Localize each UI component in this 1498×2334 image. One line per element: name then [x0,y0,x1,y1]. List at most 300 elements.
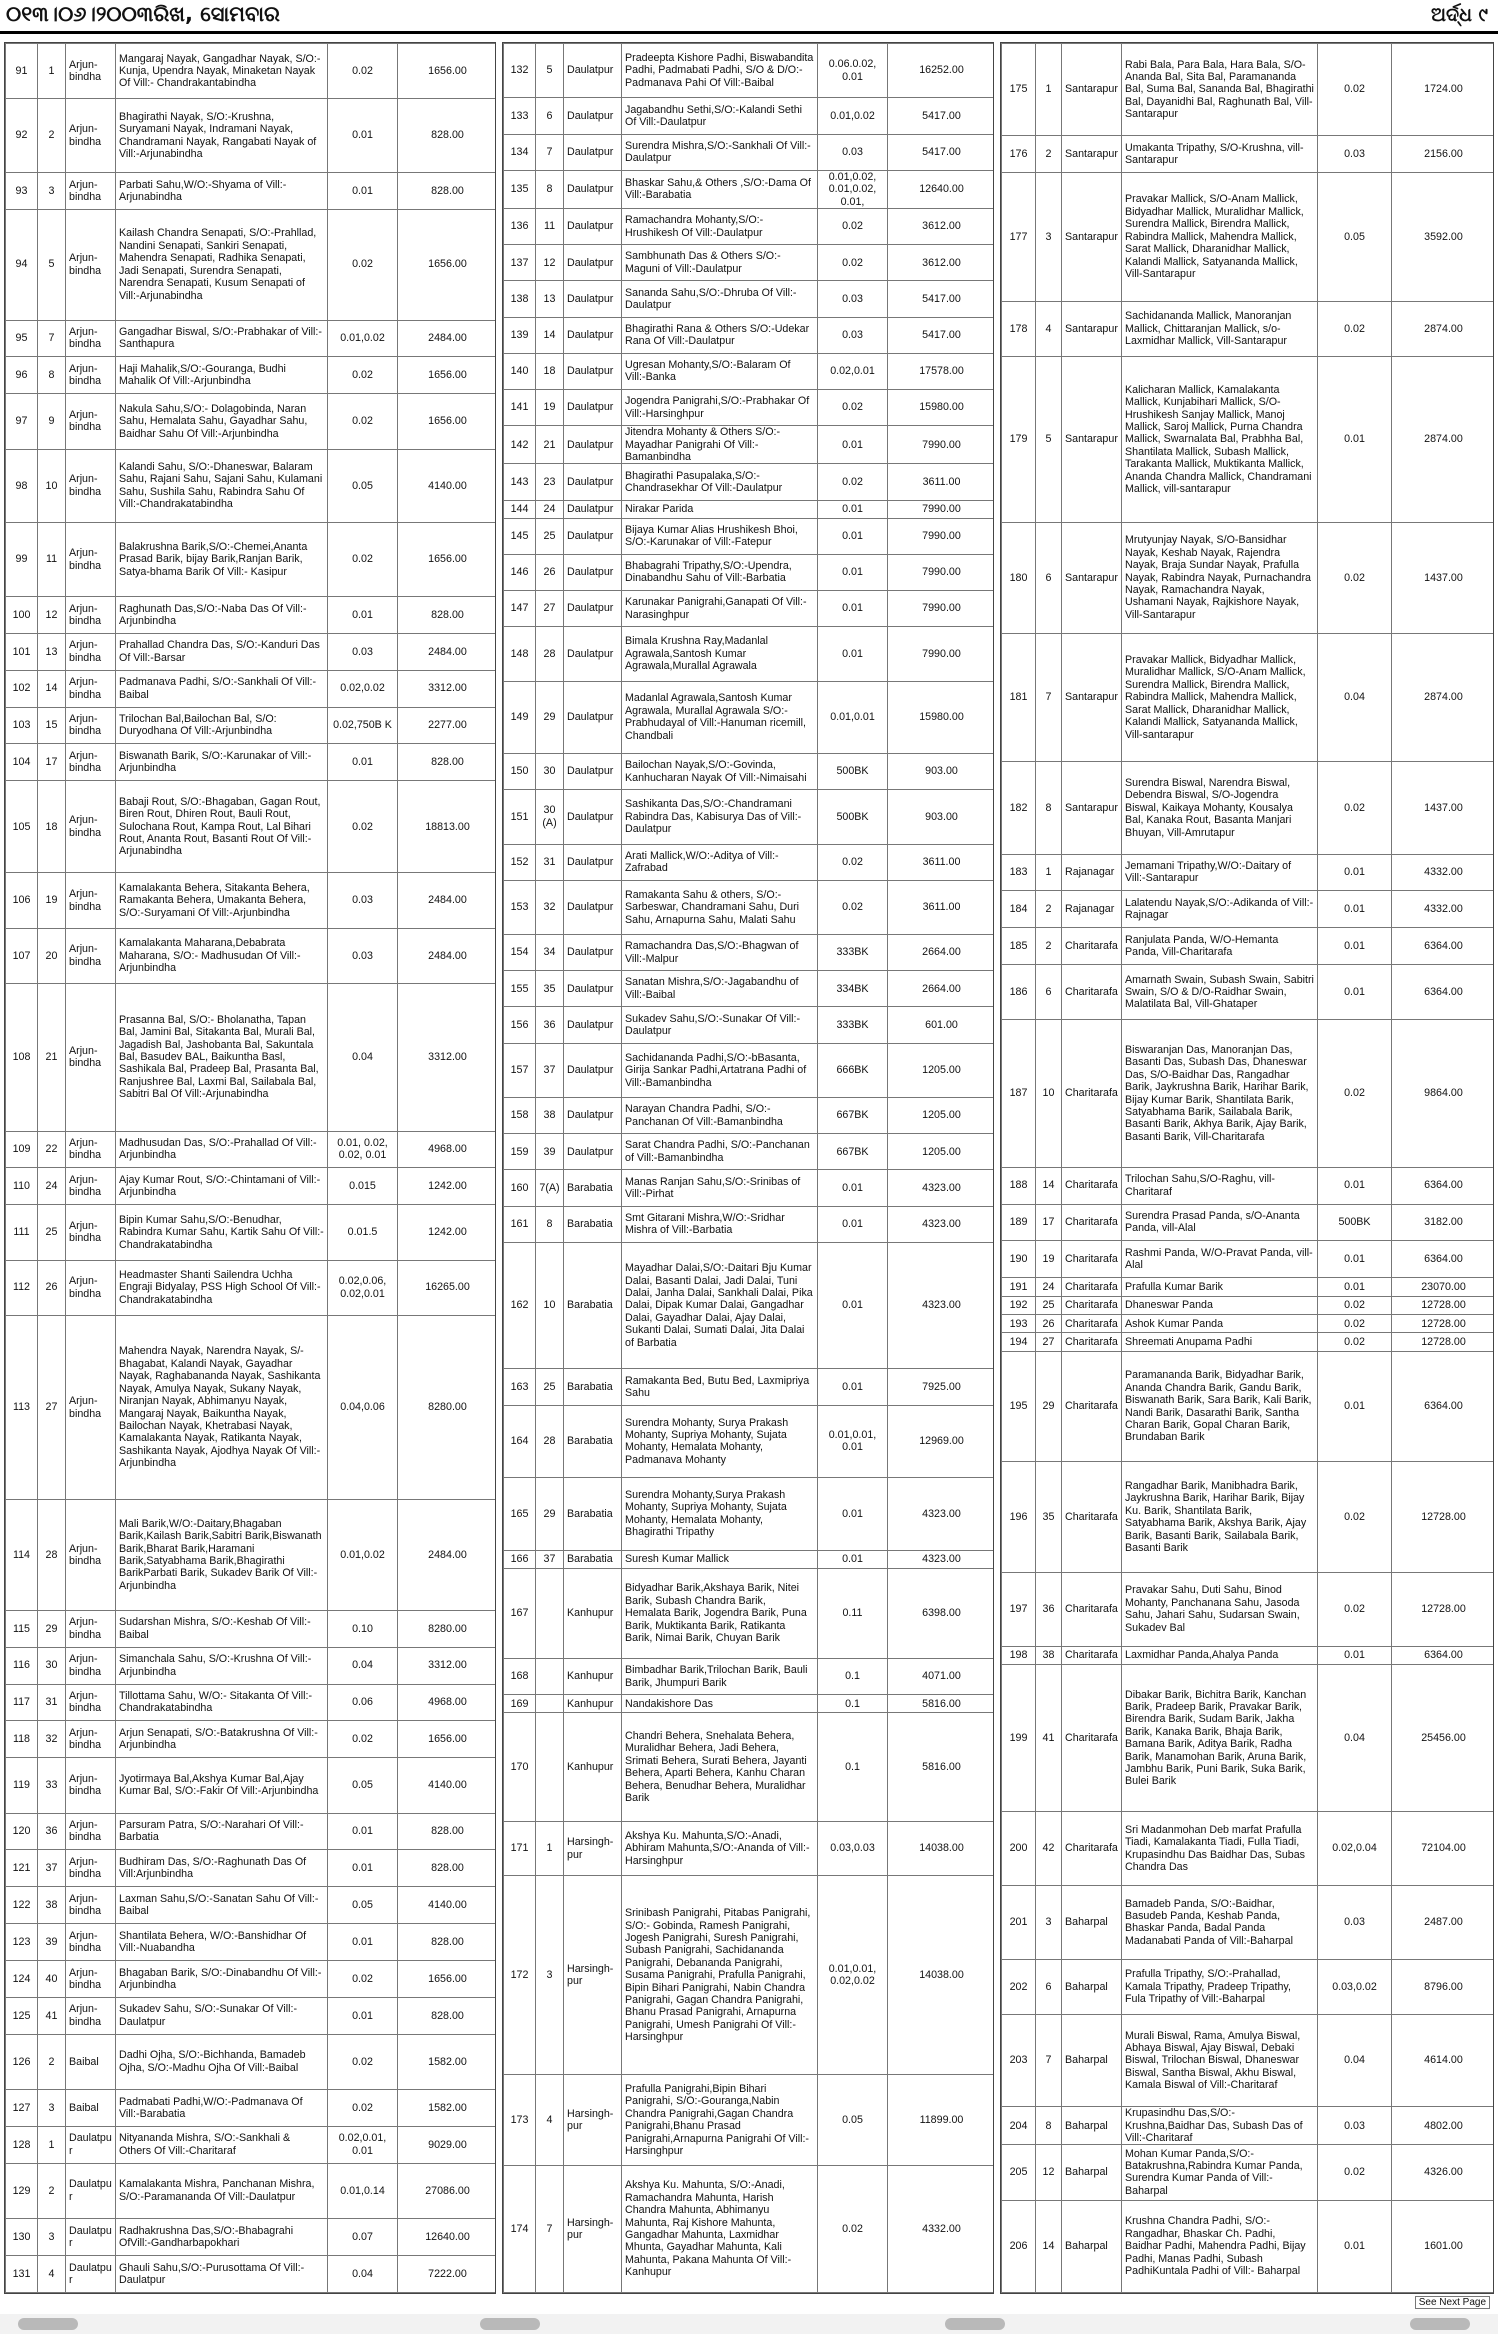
serial-no-cell: 130 [6,2219,38,2256]
village-cell: Arjun-bindha [66,781,116,873]
owner-name-cell: Rashmi Panda, W/O-Pravat Panda, vill-Alal [1122,1241,1318,1278]
area-cell: 0.02 [818,245,888,281]
table-row [6,2255,497,2292]
owner-name-cell: Jagabandhu Sethi,S/O:-Kalandi Sethi Of Vill:-Daulatpur [622,98,818,134]
table-row [1002,1278,1495,1296]
table-row [1002,1664,1495,1811]
serial-no-cell: 148 [504,627,536,681]
area-cell: 0.01 [328,1997,398,2034]
village-cell: Kanhupur [564,1568,622,1659]
amount-cell: 3312.00 [398,984,497,1131]
owner-name-cell: Mrutyunjay Nayak, S/O-Bansidhar Nayak, Keshab Nayak, Rajendra Nayak, Braja Sundar Nayak, Prafulla Nayak, Rabindra Nayak, Purnachandra Nayak, Ramachandra Nayak, Ushamani Nayak, Rajkishore Nayak, Vill-Santarapur [1122,522,1318,633]
serial-no-cell: 110 [6,1168,38,1205]
plot-no-cell: 1 [38,44,66,99]
area-cell: 0.02 [328,44,398,99]
see-next-page-note: See Next Page [1415,2296,1490,2309]
owner-name-cell: Sukadev Sahu,S/O:-Sunakar Of Vill:-Daulatpur [622,1007,818,1043]
table-row [6,173,497,210]
amount-cell: 1656.00 [398,394,497,449]
owner-name-cell: Pravakar Sahu, Duti Sahu, Binod Mohanty, Panchanana Sahu, Jasoda Sahu, Jahari Sahu, Sudarsan Swain, Sukadev Bal [1122,1572,1318,1646]
amount-cell: 903.00 [888,790,995,844]
amount-cell: 12969.00 [888,1405,995,1477]
village-cell: Baharpal [1062,2145,1122,2200]
table-row [6,707,497,744]
serial-no-cell: 157 [504,1043,536,1097]
amount-cell: 828.00 [398,1997,497,2034]
plot-no-cell: 32 [536,880,564,934]
village-cell: Daulatpur [564,500,622,518]
table-row [1002,1204,1495,1241]
serial-no-cell: 142 [504,426,536,464]
area-cell: 0.04 [1318,2014,1392,2106]
village-cell: Daulatpur [564,44,622,98]
area-cell: 0.01,0.02 [328,320,398,357]
table-row [504,1695,995,1713]
owner-name-cell: Biswanath Barik, S/O:-Karunakar of Vill:-Arjunbindha [116,744,328,781]
plot-no-cell: 14 [536,317,564,353]
table-row [504,790,995,844]
serial-no-cell: 108 [6,984,38,1131]
plot-no-cell: 17 [38,744,66,781]
serial-no-cell: 92 [6,99,38,173]
plot-no-cell: 2 [38,99,66,173]
amount-cell: 1242.00 [398,1205,497,1260]
serial-no-cell: 101 [6,633,38,670]
area-cell: 0.02 [1318,1462,1392,1573]
amount-cell: 3612.00 [888,245,995,281]
owner-name-cell: Ugresan Mohanty,S/O:-Balaram Of Vill:-Banka [622,353,818,389]
owner-name-cell: Murali Biswal, Rama, Amulya Biswal, Abhaya Biswal, Ajay Biswal, Debaki Biswal, Trilochan Biswal, Dhaneswar Biswal, Santha Biswal, Akhu Biswal, Kamala Biswal of Vill:-Charitaraf [1122,2014,1318,2106]
village-cell: Baibal [66,2034,116,2089]
serial-no-cell: 140 [504,353,536,389]
village-cell: Rajanagar [1062,891,1122,928]
owner-name-cell: Laxman Sahu,S/O:-Sanatan Sahu Of Vill:-Baibal [116,1887,328,1924]
table-row [6,1997,497,2034]
amount-cell: 1437.00 [1392,762,1495,854]
table-row [6,394,497,449]
plot-no-cell: 12 [536,245,564,281]
amount-cell: 828.00 [398,173,497,210]
table-row [6,209,497,320]
village-cell: Baharpal [1062,2014,1122,2106]
amount-cell: 15980.00 [888,681,995,753]
plot-no-cell: 11 [38,523,66,597]
area-cell: 0.07 [328,2219,398,2256]
plot-no-cell: 24 [1036,1278,1062,1296]
amount-cell: 3182.00 [1392,1204,1495,1241]
owner-name-cell: Kamalakanta Maharana,Debabrata Maharana, S/O:- Madhusudan Of Vill:-Arjunbindha [116,928,328,983]
amount-cell: 1656.00 [398,1960,497,1997]
area-cell: 0.02,0.04 [1318,1812,1392,1886]
plot-no-cell: 3 [1036,172,1062,301]
table-row [1002,357,1495,523]
area-cell: 0.01 [1318,1646,1392,1664]
serial-no-cell: 176 [1002,136,1036,173]
area-cell: 0.01 [818,1242,888,1369]
amount-cell: 828.00 [398,1813,497,1850]
amount-cell: 2874.00 [1392,301,1495,356]
plot-no-cell: 29 [38,1610,66,1647]
village-cell: Arjun-bindha [66,873,116,928]
plot-no-cell: 8 [536,1206,564,1242]
amount-cell: 4323.00 [888,1478,995,1550]
amount-cell: 25456.00 [1392,1664,1495,1811]
serial-no-cell: 177 [1002,172,1036,301]
owner-name-cell: Madhusudan Das, S/O:-Prahallad Of Vill:- Arjunbindha [116,1131,328,1168]
owner-name-cell: Bidyadhar Barik,Akshaya Barik, Nitei Barik, Subash Chandra Barik, Hemalata Barik, Jogendra Barik, Puna Barik, Muktikanta Barik, Ratikanta Barik, Nimai Barik, Chuyan Barik [622,1568,818,1659]
serial-no-cell: 97 [6,394,38,449]
area-cell: 0.01,0.02 [818,98,888,134]
area-cell: 0.04 [1318,633,1392,762]
plot-no-cell: 27 [536,591,564,627]
table-row [1002,522,1495,633]
village-cell: Charitarafa [1062,1315,1122,1333]
village-cell: Arjun-bindha [66,99,116,173]
village-cell: Arjun-bindha [66,670,116,707]
table-row [504,935,995,971]
area-cell: 0.02 [328,394,398,449]
amount-cell: 12728.00 [1392,1296,1495,1314]
village-cell: Arjun-bindha [66,984,116,1131]
village-cell: Daulatpur [564,518,622,554]
serial-no-cell: 100 [6,596,38,633]
owner-name-cell: Ramachandra Das,S/O:-Bhagwan of Vill:-Malpur [622,935,818,971]
owner-name-cell: Bhagirathi Pasupalaka,S/O:-Chandrasekhar Of Vill:-Daulatpur [622,464,818,500]
area-cell: 0.02 [328,2090,398,2127]
plot-no-cell: 19 [536,389,564,425]
land-records-table-3 [1001,43,1494,2293]
village-cell: Santarapur [1062,633,1122,762]
area-cell: 0.02,0.02 [328,670,398,707]
table-row [6,449,497,523]
area-cell: 0.02 [818,389,888,425]
table-row [6,1850,497,1887]
amount-cell: 4326.00 [1392,2145,1495,2200]
amount-cell: 11899.00 [888,2075,995,2166]
serial-no-cell: 139 [504,317,536,353]
village-cell: Daulatpur [564,134,622,170]
table-row [6,2163,497,2218]
amount-cell: 2874.00 [1392,633,1495,762]
table-row [1002,1241,1495,1278]
table-row [1002,44,1495,136]
area-cell: 0.03,0.03 [818,1822,888,1876]
plot-no-cell: 36 [1036,1572,1062,1646]
plot-no-cell: 17 [1036,1204,1062,1241]
serial-no-cell: 175 [1002,44,1036,136]
owner-name-cell: Surendra Biswal, Narendra Biswal, Debendra Biswal, S/O-Jogendra Biswal, Kaikaya Mohanty, Kousalya Bal, Kanaka Rout, Basanta Manjari Bhuyan, Vill-Amrutapur [1122,762,1318,854]
serial-no-cell: 206 [1002,2200,1036,2292]
table-row [1002,301,1495,356]
serial-no-cell: 117 [6,1684,38,1721]
amount-cell: 2484.00 [398,320,497,357]
village-cell: Daulatpur [564,1043,622,1097]
amount-cell: 4968.00 [398,1684,497,1721]
owner-name-cell: Pravakar Mallick, Bidyadhar Mallick, Muralidhar Mallick, S/O-Anam Mallick, Surendra Mallick, Birendra Mallick, Rabindra Mallick, Mahendra Mallick, Sarat Mallick, Dharanidhar Mallick, Kalandi Mallick, Satyananda Mallick, Vill-santarapur [1122,633,1318,762]
village-cell: Arjun-bindha [66,1887,116,1924]
area-cell: 0.03 [818,134,888,170]
village-cell: Arjun-bindha [66,1500,116,1611]
amount-cell: 2487.00 [1392,1886,1495,1960]
amount-cell: 7990.00 [888,518,995,554]
amount-cell: 16265.00 [398,1260,497,1315]
area-cell: 0.01 [328,173,398,210]
owner-name-cell: Arati Mallick,W/O:-Aditya of Vill:-Zafrabad [622,844,818,880]
village-cell: Rajanagar [1062,854,1122,891]
serial-no-cell: 152 [504,844,536,880]
owner-name-cell: Babaji Rout, S/O:-Bhagaban, Gagan Rout, Biren Rout, Dhiren Rout, Bauli Rout, Sulochana Rout, Kampa Rout, Lal Bihari Rout, Ananta Rout, Basanti Rout Of Vill:-Arjunabindha [116,781,328,873]
amount-cell: 12728.00 [1392,1462,1495,1573]
area-cell: 0.02 [328,2034,398,2089]
village-cell: Arjun-bindha [66,523,116,597]
table-row [6,1721,497,1758]
owner-name-cell: Krushna Chandra Padhi, S/O:-Rangadhar, Bhaskar Ch. Padhi, Baidhar Padhi, Mahendra Padhi, Bijay Padhi, Manas Padhi, Subash PadhiKuntala Padhi of Vill:- Baharpal [1122,2200,1318,2292]
village-cell: Arjun-bindha [66,1205,116,1260]
village-cell: Daulatpur [564,971,622,1007]
table-row [504,134,995,170]
amount-cell: 5417.00 [888,281,995,317]
area-cell: 0.01,0.01 [818,681,888,753]
table-row [504,627,995,681]
plot-no-cell: 4 [1036,301,1062,356]
serial-no-cell: 202 [1002,1959,1036,2014]
village-cell: Harsingh-pur [564,1876,622,2075]
plot-no-cell: 39 [536,1134,564,1170]
serial-no-cell: 114 [6,1500,38,1611]
village-cell: Charitarafa [1062,965,1122,1020]
serial-no-cell: 146 [504,554,536,590]
amount-cell: 72104.00 [1392,1812,1495,1886]
owner-name-cell: Sanatan Mishra,S/O:-Jagabandhu of Vill:-Baibal [622,971,818,1007]
area-cell: 0.01 [1318,1167,1392,1204]
registration-mark [480,2318,540,2330]
table-row [504,1170,995,1206]
owner-name-cell: Sambhunath Das & Others S/O:-Maguni of Vill:-Daulatpur [622,245,818,281]
owner-name-cell: Srinibash Panigrahi, Pitabas Panigrahi, S/O:- Gobinda, Ramesh Panigrahi, Jogesh Panigrahi, Suresh Panigrahi, Subash Panigrahi, Sachidananda Panigrahi, Debananda Panigrahi, Susama Panigrahi, Prafulla Panigrahi, Bipin Bihari Panigrahi, Nabin Chandra Panigrahi, Gagan Chandra Panigrahi, Bhanu Prasad Panigrahi, Arnapurna Panigrahi, Umesh Panigrahi Of Vill:- Harsinghpur [622,1876,818,2075]
area-cell: 0.01,0.02, 0.01,0.02, 0.01, [818,170,888,208]
plot-no-cell: 6 [536,98,564,134]
village-cell: Daulatpur [564,1097,622,1133]
serial-no-cell: 200 [1002,1812,1036,1886]
area-cell: 0.1 [818,1695,888,1713]
area-cell: 0.04,0.06 [328,1315,398,1499]
area-cell: 0.02 [1318,44,1392,136]
table-row [504,1369,995,1405]
area-cell: 0.02 [818,844,888,880]
plot-no-cell: 7 [1036,2014,1062,2106]
plot-no-cell: 4 [536,2075,564,2166]
serial-no-cell: 102 [6,670,38,707]
plot-no-cell: 7(A) [536,1170,564,1206]
owner-name-cell: Paramananda Barik, Bidyadhar Barik, Ananda Chandra Barik, Gandu Barik, Biswanath Barik, Sara Barik, Kali Barik, Nandi Barik, Dasarathi Barik, Santha Charan Barik, Gopal Charan Barik, Brundaban Barik [1122,1351,1318,1462]
owner-name-cell: Ajay Kumar Rout, S/O:-Chintamani of Vill:- Arjunbindha [116,1168,328,1205]
area-cell: 0.02,0.01 [818,353,888,389]
amount-cell: 4802.00 [1392,2107,1495,2145]
plot-no-cell: 11 [536,208,564,244]
serial-no-cell: 179 [1002,357,1036,523]
owner-name-cell: Parbati Sahu,W/O:-Shyama of Vill:-Arjunabindha [116,173,328,210]
amount-cell: 903.00 [888,754,995,790]
serial-no-cell: 132 [504,44,536,98]
amount-cell: 18813.00 [398,781,497,873]
owner-name-cell: Pradeepta Kishore Padhi, Biswabandita Padhi, Padmabati Padhi, S/O & D/O:-Padmanava Pahi Of Vill:-Baibal [622,44,818,98]
table-row [6,320,497,357]
amount-cell: 2484.00 [398,1500,497,1611]
plot-no-cell: 8 [1036,2107,1062,2145]
area-cell: 0.1 [818,1713,888,1822]
plot-no-cell: 10 [1036,1020,1062,1167]
village-cell: Daulatpur [66,2163,116,2218]
table-row [1002,172,1495,301]
area-cell: 0.01 [818,1478,888,1550]
area-cell: 0.06 [328,1684,398,1721]
plot-no-cell: 24 [536,500,564,518]
plot-no-cell: 36 [38,1813,66,1850]
area-cell: 0.06.0.02, 0.01 [818,44,888,98]
table-row [504,1007,995,1043]
owner-name-cell: Headmaster Shanti Sailendra Uchha Engraji Bidyalay, PSS High School Of Vill:-Chandrakatabindha [116,1260,328,1315]
village-cell: Arjun-bindha [66,1315,116,1499]
amount-cell: 6364.00 [1392,1351,1495,1462]
area-cell: 0.02 [1318,1333,1392,1351]
owner-name-cell: Bamadeb Panda, S/O:-Baidhar, Basudeb Panda, Keshab Panda, Bhaskar Panda, Badal Panda Madanabati Panda of Vill:-Baharpal [1122,1886,1318,1960]
table-row [1002,2107,1495,2145]
area-cell: 0.02 [818,464,888,500]
serial-no-cell: 151 [504,790,536,844]
amount-cell: 2664.00 [888,971,995,1007]
table-row [1002,1462,1495,1573]
amount-cell: 5417.00 [888,98,995,134]
serial-no-cell: 143 [504,464,536,500]
owner-name-cell: Bijaya Kumar Alias Hrushikesh Bhoi, S/O:-Karunakar of Vill:-Fatepur [622,518,818,554]
village-cell: Santarapur [1062,762,1122,854]
serial-no-cell: 111 [6,1205,38,1260]
table-row [1002,136,1495,173]
amount-cell: 1656.00 [398,357,497,394]
owner-name-cell: Budhiram Das, S/O:-Raghunath Das Of Vill:Arjunbindha [116,1850,328,1887]
village-cell: Daulatpur [564,170,622,208]
village-cell: Daulatpur [564,208,622,244]
plot-no-cell: 29 [536,1478,564,1550]
table-row [1002,1646,1495,1664]
village-cell: Arjun-bindha [66,1168,116,1205]
village-cell: Charitarafa [1062,1020,1122,1167]
village-cell: Barabatia [564,1242,622,1369]
serial-no-cell: 161 [504,1206,536,1242]
amount-cell: 2277.00 [398,707,497,744]
serial-no-cell: 158 [504,1097,536,1133]
village-cell: Arjun-bindha [66,1721,116,1758]
owner-name-cell: Trilochan Sahu,S/O-Raghu, vill-Charitaraf [1122,1167,1318,1204]
table-row [504,500,995,518]
owner-name-cell: Bimbadhar Barik,Trilochan Barik, Bauli Barik, Jhumpuri Barik [622,1659,818,1695]
owner-name-cell: Ramakanta Sahu & others, S/O:-Sarbeswar, Chandramani Sahu, Duri Sahu, Arnapurna Sahu, Malati Sahu [622,880,818,934]
plot-no-cell: 3 [1036,1886,1062,1960]
area-cell: 0.01 [818,426,888,464]
owner-name-cell: Nirakar Parida [622,500,818,518]
serial-no-cell: 165 [504,1478,536,1550]
village-cell: Daulatpur [564,389,622,425]
owner-name-cell: Sananda Sahu,S/O:-Dhruba Of Vill:-Daulatpur [622,281,818,317]
plot-no-cell: 14 [38,670,66,707]
amount-cell: 6398.00 [888,1568,995,1659]
table-row [1002,854,1495,891]
serial-no-cell: 94 [6,209,38,320]
area-cell: 0.10 [328,1610,398,1647]
table-row [504,518,995,554]
table-row [6,596,497,633]
table-column-3 [1000,42,1494,2294]
amount-cell: 1582.00 [398,2034,497,2089]
owner-name-cell: Radhakrushna Das,S/O:-Bhabagrahi OfVill:-Gandharbapokhari [116,2219,328,2256]
owner-name-cell: Bailochan Nayak,S/O:-Govinda, Kanhucharan Nayak Of Vill:-Nimaisahi [622,754,818,790]
area-cell: 0.01 [328,1813,398,1850]
owner-name-cell: Gangadhar Biswal, S/O:-Prabhakar of Vill:- Santhapura [116,320,328,357]
amount-cell: 15980.00 [888,389,995,425]
owner-name-cell: Karunakar Panigrahi,Ganapati Of Vill:-Narasinghpur [622,591,818,627]
plot-no-cell: 2 [38,2034,66,2089]
village-cell: Daulatpur [564,353,622,389]
table-row [1002,928,1495,965]
owner-name-cell: Akshya Ku. Mahunta, S/O:-Anadi, Ramachandra Mahunta, Harish Chandra Mahunta, Abhimanyu Mahunta, Raj Kishore Mahunta, Gangadhar Mahunta, Laxmidhar Mhunta, Gayadhar Mahunta, Kali Mahunta, Pakana Mahunta Of Vill:-Kanhupur [622,2166,818,2293]
table-row [6,928,497,983]
area-cell: 0.03 [328,633,398,670]
table-row [6,1500,497,1611]
owner-name-cell: Simanchala Sahu, S/O:-Krushna Of Vill:- Arjunbindha [116,1647,328,1684]
land-records-table-1 [5,43,496,2293]
owner-name-cell: Dibakar Barik, Bichitra Barik, Kanchan Barik, Pradeep Barik, Pravakar Barik, Birendra Barik, Sudam Barik, Jakha Barik, Kanaka Barik, Bhaja Barik, Bamana Barik, Aditya Barik, Radha Barik, Manamohan Barik, Aruna Barik, Jambhu Barik, Puni Barik, Suka Barik, Bulei Barik [1122,1664,1318,1811]
area-cell: 0.02 [328,523,398,597]
area-cell: 0.01,0.14 [328,2163,398,2218]
plot-no-cell: 7 [536,134,564,170]
area-cell: 0.01 [1318,965,1392,1020]
owner-name-cell: Prahallad Chandra Das, S/O:-Kanduri Das Of Vill:-Barsar [116,633,328,670]
amount-cell: 9029.00 [398,2126,497,2163]
plot-no-cell: 14 [1036,1167,1062,1204]
amount-cell: 3612.00 [888,208,995,244]
owner-name-cell: Ghauli Sahu,S/O:-Purusottama Of Vill:-Daulatpur [116,2255,328,2292]
owner-name-cell: Ranjulata Panda, W/O-Hemanta Panda, Vill-Charitarafa [1122,928,1318,965]
amount-cell: 12640.00 [398,2219,497,2256]
amount-cell: 23070.00 [1392,1278,1495,1296]
owner-name-cell: Akshya Ku. Mahunta,S/O:-Anadi, Abhiram Mahunta,S/O:-Ananda of Vill:- Harsinghpur [622,1822,818,1876]
owner-name-cell: Shantilata Behera, W/O:-Banshidhar Of Vill:-Nuabandha [116,1924,328,1961]
serial-no-cell: 98 [6,449,38,523]
area-cell: 0.01 [328,596,398,633]
village-cell: Daulatpur [564,245,622,281]
amount-cell: 6364.00 [1392,965,1495,1020]
plot-no-cell: 7 [536,2166,564,2293]
serial-no-cell: 204 [1002,2107,1036,2145]
serial-no-cell: 190 [1002,1241,1036,1278]
plot-no-cell: 35 [1036,1462,1062,1573]
village-cell: Charitarafa [1062,1278,1122,1296]
table-row [1002,2145,1495,2200]
village-cell: Charitarafa [1062,1462,1122,1573]
serial-no-cell: 195 [1002,1351,1036,1462]
area-cell: 0.01 [1318,891,1392,928]
owner-name-cell: Bhagirathi Nayak, S/O:-Krushna, Suryamani Nayak, Indramani Nayak, Chandramani Nayak, Rangabati Nayak of Vill:-Arjunabindha [116,99,328,173]
village-cell: Arjun-bindha [66,320,116,357]
serial-no-cell: 131 [6,2255,38,2292]
village-cell: Harsingh-pur [564,1822,622,1876]
table-row [1002,1167,1495,1204]
village-cell: Daulatpur [564,880,622,934]
table-row [504,2075,995,2166]
owner-name-cell: Bhabagrahi Tripathy,S/O:-Upendra, Dinabandhu Sahu of Vill:-Barbatia [622,554,818,590]
table-row [6,1887,497,1924]
amount-cell: 5417.00 [888,134,995,170]
